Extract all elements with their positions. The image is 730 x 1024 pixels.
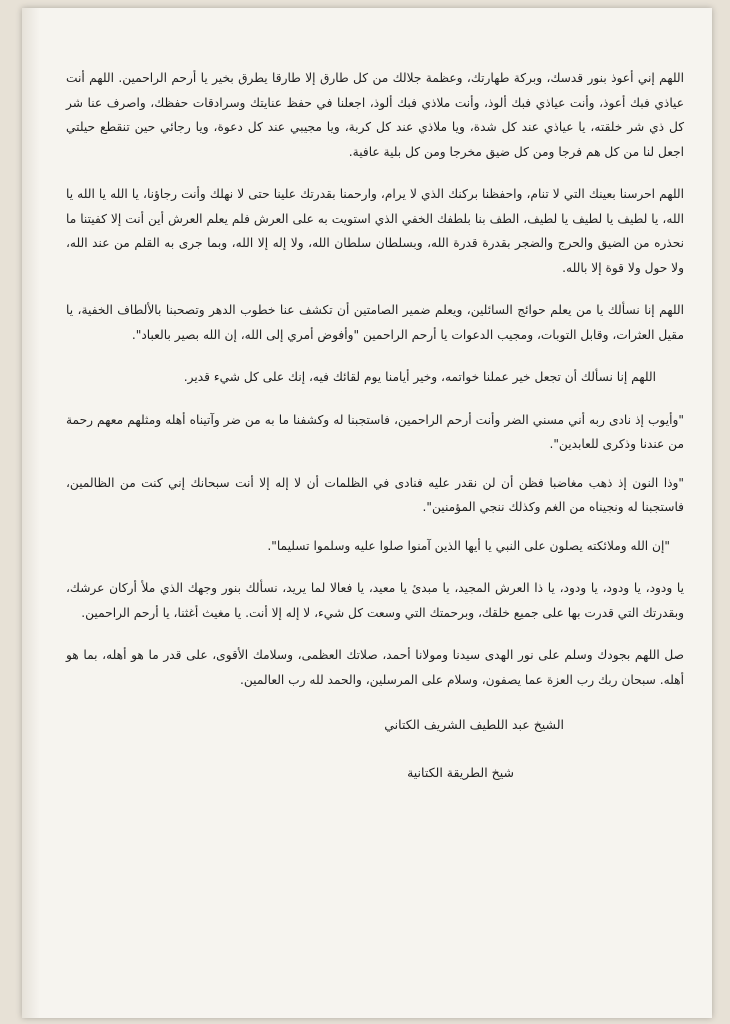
signature-block: [66, 710, 684, 788]
paragraph-7: "إن الله وملائكته يصلون على النبي يا أيها الذين آمنوا صلوا عليه وسلموا تسليما".: [267, 538, 670, 553]
signature-name: الشيخ عبد اللطيف الشريف الكتاني: [384, 717, 564, 732]
paragraph-8: يا ودود، يا ودود، يا ودود، يا ذا العرش المجيد، يا مبدئ يا معيد، يا فعالا لما يريد، نسألك بنور وجهك الذي ملأ أركان عرشك، وبقدرتك التي قدرت بها على جميع خلقك، وبرحمتك التي وسعت كل شيء، لا إله إلا أنت. يا مغيث أغثنا، يا أرحم الراحمين.: [66, 581, 684, 620]
signature-title: شيخ الطريقة الكتانية: [407, 765, 514, 780]
paragraph-5: "وأيوب إذ نادى ربه أني مسني الضر وأنت أرحم الراحمين، فاستجبنا له وكشفنا ما به من ضر وآتيناه أهله ومثلهم معهم رحمة من عندنا وذكرى للعابدين".: [66, 412, 684, 451]
paragraph-2: اللهم احرسنا بعينك التي لا تنام، واحفظنا بركنك الذي لا يرام، وارحمنا بقدرتك علينا حتى لا نهلك وأنت رجاؤنا، يا الله يا الله يا الله، يا لطيف يا لطيف يا لطيف، الطف بنا بلطفك الخفي الذي استويت به على العرش فلم يعلم العرش أين أنت إلا كفيتنا ما نحذره من الضيق والحرج والضجر بقدرة قدرة الله، وبسلطان سلطان الله، ولا إله إلا الله، وبما جرى به القلم من عند الله، ولا حول ولا قوة إلا بالله.: [66, 187, 684, 275]
paragraph-1: اللهم إني أعوذ بنور قدسك، وبركة طهارتك، وعظمة جلالك من كل طارق إلا طارقا يطرق بخير يا أرحم الراحمين. اللهم أنت عياذي فبك أعوذ، وأنت عياذي فبك ألوذ، وأنت ملاذي فبك ألوذ، اجعلنا في حفظ عنايتك وسرادقات حفظك، واصرف عنا شر كل ذي شر خلقته، يا عياذي عند كل شدة، ويا ملاذي عند كل كربة، ويا مجيبي عند كل دعوة، ويا رجائي حين تنقطع حيلتي اجعل لنا من كل هم فرجا ومن كل ضيق مخرجا ومن كل بلية عافية.: [66, 71, 684, 159]
paragraph-4: اللهم إنا نسألك أن تجعل خير عملنا خواتمه، وخير أيامنا يوم لقائك فيه، إنك على كل شيء قدير.: [183, 370, 656, 384]
paragraph-9: صل اللهم بجودك وسلم على نور الهدى سيدنا ومولانا أحمد، صلاتك العظمى، وسلامك الأقوى، على قدر ما هو أهله، بما هو أهله. سبحان ربك رب العزة عما يصفون، وسلام على المرسلين، والحمد لله رب العالمين.: [66, 648, 684, 687]
document-page: [22, 8, 712, 1018]
paragraph-3: اللهم إنا نسألك يا من يعلم حوائج السائلين، ويعلم ضمير الصامتين أن تكشف عنا خطوب الدهر وتصحبنا بالألطاف الخفية، يا مقيل العثرات، وقابل التوبات، ومجيب الدعوات يا أرحم الراحمين "وأفوض أمري إلى الله، إن الله بصير بالعباد".: [66, 303, 684, 342]
document-body: [66, 66, 684, 988]
paragraph-6: "وذا النون إذ ذهب مغاضبا فظن أن لن نقدر عليه فنادى في الظلمات أن لا إله إلا أنت سبحانك إني كنت من الظالمين، فاستجبنا له ونجيناه من الغم وكذلك ننجي المؤمنين".: [66, 475, 684, 514]
